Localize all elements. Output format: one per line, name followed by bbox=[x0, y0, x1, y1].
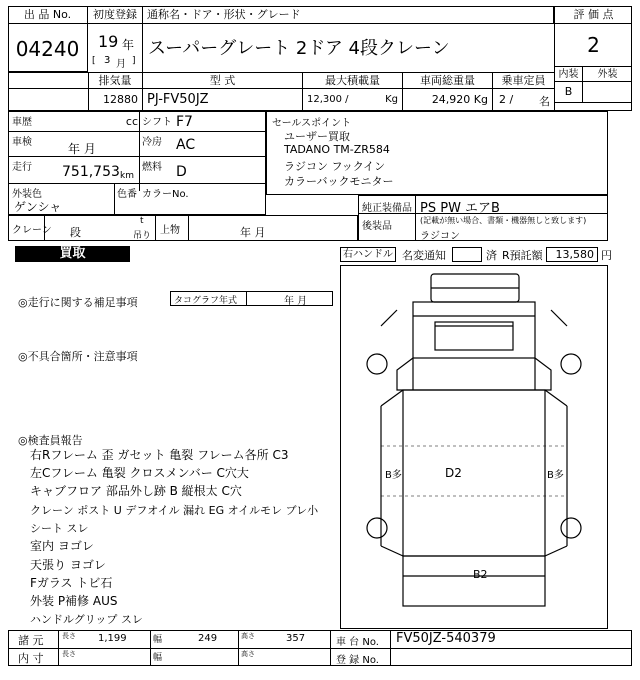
sales-point-line: ユーザー買取 bbox=[284, 130, 350, 143]
interior-label: 内装 bbox=[554, 66, 583, 82]
tacho-value: 年 月 bbox=[284, 296, 308, 307]
mileage-value: 751,753 bbox=[62, 164, 120, 180]
capacity-value: 2 / bbox=[499, 93, 514, 106]
max-load-unit: Kg bbox=[385, 94, 398, 105]
damage-mark: B多 bbox=[385, 470, 402, 481]
ac-value: AC bbox=[176, 137, 196, 153]
fuel-value: D bbox=[176, 164, 187, 180]
sales-point-line: TADANO TM-ZR584 bbox=[284, 143, 390, 156]
buy-badge: 買取 bbox=[15, 246, 130, 262]
yen-label: 円 bbox=[601, 249, 612, 262]
color-no-label-2: カラーNo. bbox=[142, 189, 189, 200]
capacity-label: 乗車定員 bbox=[501, 74, 546, 87]
length-label: 長さ bbox=[62, 632, 76, 640]
width-label: 幅 bbox=[153, 635, 163, 645]
reg-year: 19 bbox=[98, 32, 119, 51]
std-equip-value: PS PW エアB bbox=[420, 201, 500, 216]
after-equip-value: ラジコン bbox=[420, 231, 460, 242]
std-equip-label: 純正装備品 bbox=[362, 203, 412, 214]
upper-label: 上物 bbox=[160, 225, 180, 236]
length-value: 1,199 bbox=[98, 633, 127, 644]
displacement-value: 12880 cc bbox=[88, 89, 143, 111]
crane-row bbox=[8, 215, 358, 241]
sales-point-line: ラジコン フックイン bbox=[284, 160, 386, 173]
report-line: シート スレ bbox=[30, 522, 89, 535]
height-label: 高さ bbox=[241, 632, 255, 640]
inspection-value: 年 月 bbox=[68, 142, 96, 156]
color-label: 外装色 bbox=[12, 189, 42, 200]
fuel-label: 燃料 bbox=[142, 162, 162, 173]
score-label: 評 価 点 bbox=[554, 6, 632, 24]
color-no-label: 色番 bbox=[117, 189, 137, 200]
after-equip-label: 後装品 bbox=[362, 221, 392, 232]
running-notes-label: ◎走行に関する補足事項 bbox=[18, 296, 138, 309]
lot-label: 出 品 No. bbox=[8, 6, 88, 24]
mileage-unit: km bbox=[120, 171, 134, 181]
max-load-box bbox=[303, 89, 403, 111]
exterior-label: 外装 bbox=[583, 66, 632, 82]
inspector-report-label: ◎検査員報告 bbox=[18, 434, 83, 447]
dims-label: 諸 元 bbox=[18, 634, 44, 647]
shift-label: シフト bbox=[142, 117, 172, 128]
gross-weight-label: 車両総重量 bbox=[403, 73, 493, 88]
report-line: Fガラス トビ石 bbox=[30, 576, 113, 590]
inner-length-label: 長さ bbox=[62, 650, 76, 658]
report-line: キャブフロア 部品外し跡 B 縦根太 C穴 bbox=[30, 484, 242, 498]
max-load-label: 最大積載量 bbox=[303, 73, 403, 88]
first-reg-label: 初度登録 bbox=[88, 6, 143, 24]
recycle-label: R預託額 bbox=[502, 249, 543, 262]
height-value: 357 bbox=[286, 633, 306, 644]
lot-number: 04240 bbox=[8, 24, 88, 72]
inspection-label: 車検 bbox=[12, 137, 32, 148]
capacity-unit: 名 bbox=[539, 95, 550, 108]
inner-height-label: 高さ bbox=[241, 650, 255, 658]
inner-dims-label: 内 寸 bbox=[18, 652, 44, 665]
report-line: 室内 ヨゴレ bbox=[30, 539, 94, 553]
crane-tons: t bbox=[140, 216, 144, 226]
width-value: 249 bbox=[198, 633, 218, 644]
crane-stage: 段 bbox=[70, 226, 81, 239]
damage-mark: B2 bbox=[473, 568, 488, 581]
defect-notes-label: ◎不具合箇所・注意事項 bbox=[18, 350, 138, 363]
report-line: ハンドルグリップ スレ bbox=[30, 613, 143, 626]
score-value: 2 bbox=[554, 24, 632, 66]
chassis-label: 車 台 No. bbox=[336, 637, 379, 648]
inner-width-label: 幅 bbox=[153, 653, 163, 663]
shift-value: F7 bbox=[176, 114, 193, 130]
mileage-label: 走行 bbox=[12, 162, 32, 173]
gross-weight-value: 24,920 Kg bbox=[403, 89, 493, 111]
recycle-mark: 済 bbox=[486, 249, 497, 262]
tacho-label: タコグラフ年式 bbox=[174, 296, 238, 306]
right-handle-badge: 右ハンドル bbox=[340, 247, 396, 262]
chassis-value: FV50JZ-540379 bbox=[396, 631, 496, 646]
sales-points-label: セールスポイント bbox=[272, 118, 352, 129]
displacement-label: 排気量 bbox=[88, 73, 143, 88]
crane-lift: 吊り bbox=[133, 231, 152, 241]
recycle-amount: 13,580 bbox=[546, 247, 598, 262]
damage-mark: D2 bbox=[445, 466, 462, 480]
report-line: 天張り ヨゴレ bbox=[30, 558, 106, 572]
history-label: 車歴 bbox=[12, 117, 32, 128]
after-equip-note: (記載が無い場合、書類・機器無しと致します) bbox=[420, 216, 587, 225]
crane-label: クレーン bbox=[12, 225, 52, 236]
model-label: 型 式 bbox=[143, 73, 303, 88]
max-load-value: 12,300 / bbox=[307, 94, 349, 105]
reg-month: 3 bbox=[104, 55, 111, 66]
reg-year-unit: 年 bbox=[122, 38, 135, 52]
name-label: 通称名・ドア・形状・グレード bbox=[143, 6, 554, 24]
damage-diagram bbox=[340, 265, 608, 629]
first-reg-box: 19 年 [ 3 月 ] bbox=[88, 24, 143, 72]
name-change-box bbox=[452, 247, 482, 262]
upper-year-month: 年 月 bbox=[240, 226, 266, 239]
report-line: 左Cフレーム 亀裂 クロスメンバー C穴大 bbox=[30, 466, 249, 480]
color-value: ゲンシャ bbox=[14, 200, 62, 214]
report-line: クレーン ポスト U デフオイル 漏れ EG オイルモレ ブレ小 bbox=[30, 504, 319, 517]
sales-point-line: カラーバックモニター bbox=[284, 175, 394, 188]
report-line: 右Rフレーム 歪 ガセット 亀裂 フレーム各所 C3 bbox=[30, 448, 289, 462]
capacity-box bbox=[493, 89, 554, 111]
name-change-label: 名変通知 bbox=[402, 249, 446, 262]
interior-grade: B bbox=[554, 82, 583, 102]
ac-label: 冷房 bbox=[142, 137, 162, 148]
report-line: 外装 P補修 AUS bbox=[30, 594, 118, 608]
reg-no-label: 登 録 No. bbox=[336, 655, 379, 666]
damage-mark: B多 bbox=[547, 470, 564, 481]
reg-month-unit: 月 bbox=[116, 59, 126, 70]
model-value: PJ-FV50JZ bbox=[143, 89, 303, 111]
car-name: スーパーグレート 2ドア 4段クレーン bbox=[148, 38, 450, 59]
